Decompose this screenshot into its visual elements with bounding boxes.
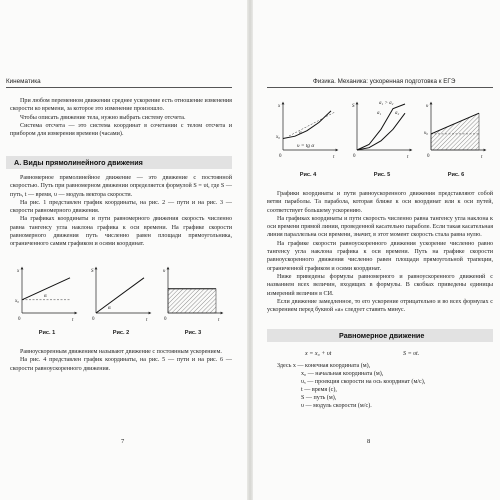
caption-fig-1: Рис. 1 <box>38 330 56 336</box>
fig2-origin: 0 <box>92 317 95 322</box>
footer-paragraph: На рис. 4 представлен график координаты, на рис. 5 — пути и на рис. 6 — скорости равноускоренного движения. <box>10 357 232 372</box>
right-running-head: Физика. Механика: ускоренная подготовка к ЕГЭ <box>313 78 456 85</box>
left-page <box>0 0 247 500</box>
fig4-series-curve <box>283 111 331 139</box>
fig5-ylabel: S <box>352 104 355 109</box>
figure-5-plot <box>349 100 415 164</box>
left-header-rule <box>6 87 232 88</box>
right-header-rule <box>267 87 493 88</box>
fig1-origin: 0 <box>18 317 21 322</box>
fig4-tangent-line <box>289 112 335 136</box>
fig5-label-a2: a₂ <box>395 111 400 116</box>
body-paragraph: Если движение замедленное, то его ускорение отрицательно и во всех формулах с ускорением перед буквой «а» следует ставить минус. <box>267 298 493 314</box>
fig5-comparison: a₁ > a₂ <box>379 101 394 106</box>
left-section-header <box>6 156 232 169</box>
fig6-v0-label: υ₀ <box>424 131 429 136</box>
figure-4-plot <box>275 100 341 164</box>
intro-paragraph: При любом переменном движении среднее ускорение есть отношение изменения скорости ко времени, за которое это изменение произошло. <box>10 98 232 113</box>
caption-fig-6: Рис. 6 <box>447 172 465 178</box>
left-running-head: Кинематика <box>6 78 41 85</box>
fig2-ylabel: S <box>91 269 94 274</box>
right-section-header <box>267 329 493 342</box>
figure-1 <box>14 265 80 325</box>
fig3-xlabel: t <box>218 318 220 323</box>
caption-fig-5: Рис. 5 <box>373 172 391 178</box>
fig4-angle-label: α <box>299 131 302 136</box>
caption-fig-2: Рис. 2 <box>112 330 130 336</box>
left-body-text <box>10 174 232 249</box>
variable-glossary <box>277 362 425 411</box>
fig5-label-a1: a₁ <box>377 111 382 116</box>
intro-paragraph: Система отсчета — это система координат в сочетании с телом отсчета и прибором для измерения времени (часами). <box>10 122 232 138</box>
left-intro-text <box>10 97 232 138</box>
figure-5 <box>349 100 415 164</box>
figure-2-plot <box>88 265 154 325</box>
fig3-origin: 0 <box>164 317 167 322</box>
fig5-series-a2 <box>357 113 405 150</box>
fig2-xlabel: t <box>146 318 148 323</box>
fig6-area-fill <box>431 113 479 150</box>
fig2-angle-label: α <box>108 306 111 311</box>
fig5-xlabel: t <box>407 155 409 160</box>
glossary-line: t — время (с), <box>301 387 337 394</box>
left-section-title: А. Виды прямолинейного движения <box>14 158 143 167</box>
formula-path: S = υt. <box>403 351 420 357</box>
left-page-number: 7 <box>121 438 125 445</box>
formula-coordinate: x = x₀ + υt <box>305 351 332 357</box>
body-paragraph: На графике скорости равноускоренного движения ускорение численно равно тангенсу угла наклона графика к оси времени. Путь на графике скорости равноускоренного движения численно равен площади прямоугольной трапеции, ограниченной графиком и осями координат. <box>267 240 493 272</box>
fig4-xlabel: t <box>333 155 335 160</box>
fig1-angle-label: α <box>44 294 47 299</box>
figure-4 <box>275 100 341 164</box>
glossary-line: Здесь x — конечная координата (м), <box>277 363 371 369</box>
right-page-number: 8 <box>367 438 371 445</box>
right-body-text <box>267 190 493 314</box>
intro-paragraph: Чтобы описать движение тела, нужно выбрать систему отсчета. <box>20 114 186 121</box>
fig4-x0-label: x₀ <box>276 135 280 140</box>
figure-2 <box>88 265 154 325</box>
fig4-ylabel: x <box>278 104 281 109</box>
caption-fig-4: Рис. 4 <box>299 172 317 178</box>
body-paragraph: Ниже приведены формулы равномерного и равноускоренного движений с названием всех величин, входящих в формулы. В скобках приведены единицы измерений величин в СИ. <box>267 273 493 297</box>
fig5-origin: 0 <box>353 154 356 159</box>
fig1-ylabel: x <box>17 269 20 274</box>
footer-paragraph: Равноускоренным движением называют движение с постоянным ускорением. <box>20 349 222 355</box>
body-paragraph: На графиках координаты и пути равномерного движения скорость численно равна тангенсу угла наклона графика к оси времени. На графике скорости равномерного движения путь численно равен площади прямоугольника, ограниченного самим графиком и осями координат. <box>10 216 232 248</box>
figure-3 <box>160 265 226 325</box>
glossary-line: S — путь (м), <box>301 395 337 402</box>
fig1-xlabel: t <box>72 318 74 323</box>
fig4-formula: υ = tg α <box>297 143 315 149</box>
right-section-title: Равномерное движение <box>339 331 425 340</box>
fig6-origin: 0 <box>427 154 430 159</box>
figure-1-plot <box>14 265 80 325</box>
fig4-origin: 0 <box>279 154 282 159</box>
body-paragraph: На графиках координаты и пути скорость численно равна тангенсу угла наклона к оси времени прямой линии, проведенной касательно параболе. Если такая касательная линия параллельна оси времени, значит, в этот момент скорость стала равна нулю. <box>267 215 493 239</box>
figure-3-plot <box>160 265 226 325</box>
caption-fig-3: Рис. 3 <box>184 330 202 336</box>
figure-6-plot <box>423 100 489 164</box>
right-page <box>253 0 500 500</box>
fig1-x0-label: x₀ <box>15 298 19 304</box>
fig6-xlabel: t <box>481 155 483 160</box>
figure-6 <box>423 100 489 164</box>
body-paragraph: Равномерное прямолинейное движение — это движение с постоянной скоростью. Путь при равномерном движении определяется формулой S = υt, где S — путь, t — время, υ — модуль вектора скорости. <box>10 175 232 198</box>
body-paragraph: На рис. 1 представлен график координаты, на рис. 2 — пути и на рис. 3 — скорости равномерного движения. <box>10 199 232 215</box>
glossary-line: υₓ — проекция скорости на ось координат (м/с), <box>301 379 426 386</box>
left-footer-text <box>10 348 232 373</box>
fig3-ylabel: υ <box>163 269 166 274</box>
fig6-ylabel: υ <box>426 104 429 109</box>
fig2-series-line <box>96 278 144 313</box>
body-paragraph: Графики координаты и пути равноускоренного движения представляют собой ветви параболы. Та парабола, которая ближе к оси координат или к оси путей, соответствует большему ускорению. <box>267 191 493 214</box>
glossary-line: υ — модуль скорости (м/с). <box>301 403 372 410</box>
fig3-area-fill <box>168 289 216 313</box>
glossary-line: x₀ — начальная координата (м), <box>301 371 384 378</box>
